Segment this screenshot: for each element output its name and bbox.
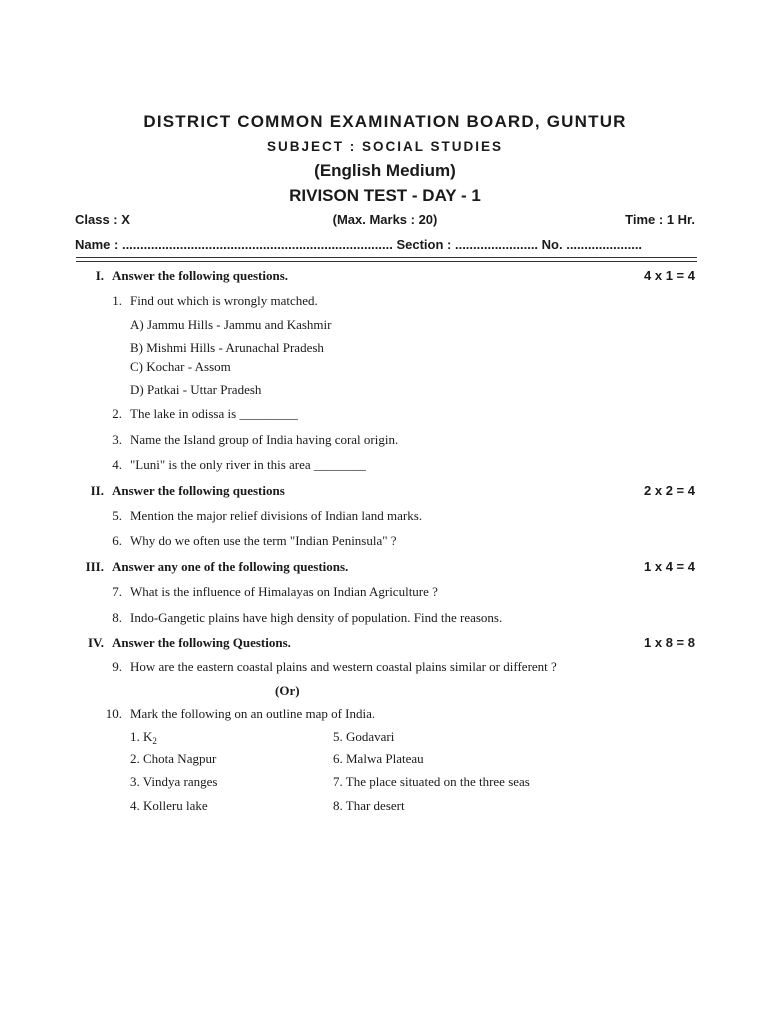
medium-line: (English Medium)	[314, 161, 456, 180]
question-number: 7.	[112, 584, 122, 599]
option-a: A) Jammu Hills - Jammu and Kashmir	[130, 317, 332, 332]
map-item: 2. Chota Nagpur	[130, 751, 217, 766]
question-text: How are the eastern coastal plains and western coastal plains similar or different ?	[130, 659, 557, 674]
map-item: 6. Malwa Plateau	[333, 751, 424, 766]
question-text: Indo-Gangetic plains have high density of population. Find the reasons.	[130, 610, 503, 625]
section-marks: 1 x 4 = 4	[644, 559, 695, 574]
section-title: Answer the following questions.	[112, 268, 289, 283]
board-title: DISTRICT COMMON EXAMINATION BOARD, GUNTUR	[143, 112, 627, 131]
question-number: 5.	[112, 508, 122, 523]
option-d: D) Patkai - Uttar Pradesh	[130, 382, 262, 397]
section-number: IV.	[87, 635, 104, 650]
map-item: 8. Thar desert	[333, 798, 405, 813]
class-label: Class : X	[75, 212, 130, 227]
question-text: Name the Island group of India having coral origin.	[130, 432, 399, 447]
option-b: B) Mishmi Hills - Arunachal Pradesh	[130, 340, 324, 355]
map-item: 4. Kolleru lake	[130, 798, 208, 813]
question-number: 1.	[112, 293, 122, 308]
question-number: 3.	[112, 432, 122, 447]
section-number: II.	[90, 483, 104, 498]
section-title: Answer the following questions	[112, 483, 285, 498]
section-title: Answer the following Questions.	[112, 635, 291, 650]
question-number: 4.	[112, 457, 122, 472]
question-text: "Luni" is the only river in this area ________	[130, 457, 366, 472]
test-title: RIVISON TEST - DAY - 1	[289, 186, 481, 205]
map-item: 1. $K_2$	[130, 729, 157, 746]
question-number: 2.	[112, 406, 122, 421]
option-c: C) Kochar - Assom	[130, 359, 231, 374]
question-number: 6.	[112, 533, 122, 548]
map-item: 3. Vindya ranges	[130, 774, 218, 789]
section-title: Answer any one of the following questions.	[112, 559, 349, 574]
question-text: Mention the major relief divisions of Indian land marks.	[130, 508, 423, 523]
section-marks: 1 x 8 = 8	[644, 635, 695, 650]
time-label: Time : 1 Hr.	[625, 212, 695, 227]
subject-line: SUBJECT : SOCIAL STUDIES	[266, 139, 504, 154]
section-number: I.	[95, 268, 104, 283]
question-text: The lake in odissa is _________	[130, 406, 298, 421]
map-item: 5. Godavari	[333, 729, 395, 744]
question-text: Why do we often use the term "Indian Peninsula" ?	[130, 533, 397, 548]
question-number: 10.	[105, 706, 122, 721]
divider-bottom	[76, 261, 697, 262]
section-marks: 2 x 2 = 4	[644, 483, 695, 498]
question-text: Mark the following on an outline map of India.	[130, 706, 376, 721]
question-number: 9.	[112, 659, 122, 674]
question-text: What is the influence of Himalayas on Indian Agriculture ?	[130, 584, 438, 599]
map-item: 7. The place situated on the three seas	[333, 774, 530, 789]
divider-top	[76, 257, 697, 258]
max-marks: (Max. Marks : 20)	[332, 212, 438, 227]
question-number: 8.	[112, 610, 122, 625]
question-text: Find out which is wrongly matched.	[130, 293, 318, 308]
section-marks: 4 x 1 = 4	[644, 268, 695, 283]
name-section-line: Name : ........................................................................... Section : ....................... No. .....................	[75, 237, 643, 252]
or-separator: (Or)	[275, 683, 300, 698]
section-number: III.	[85, 559, 104, 574]
